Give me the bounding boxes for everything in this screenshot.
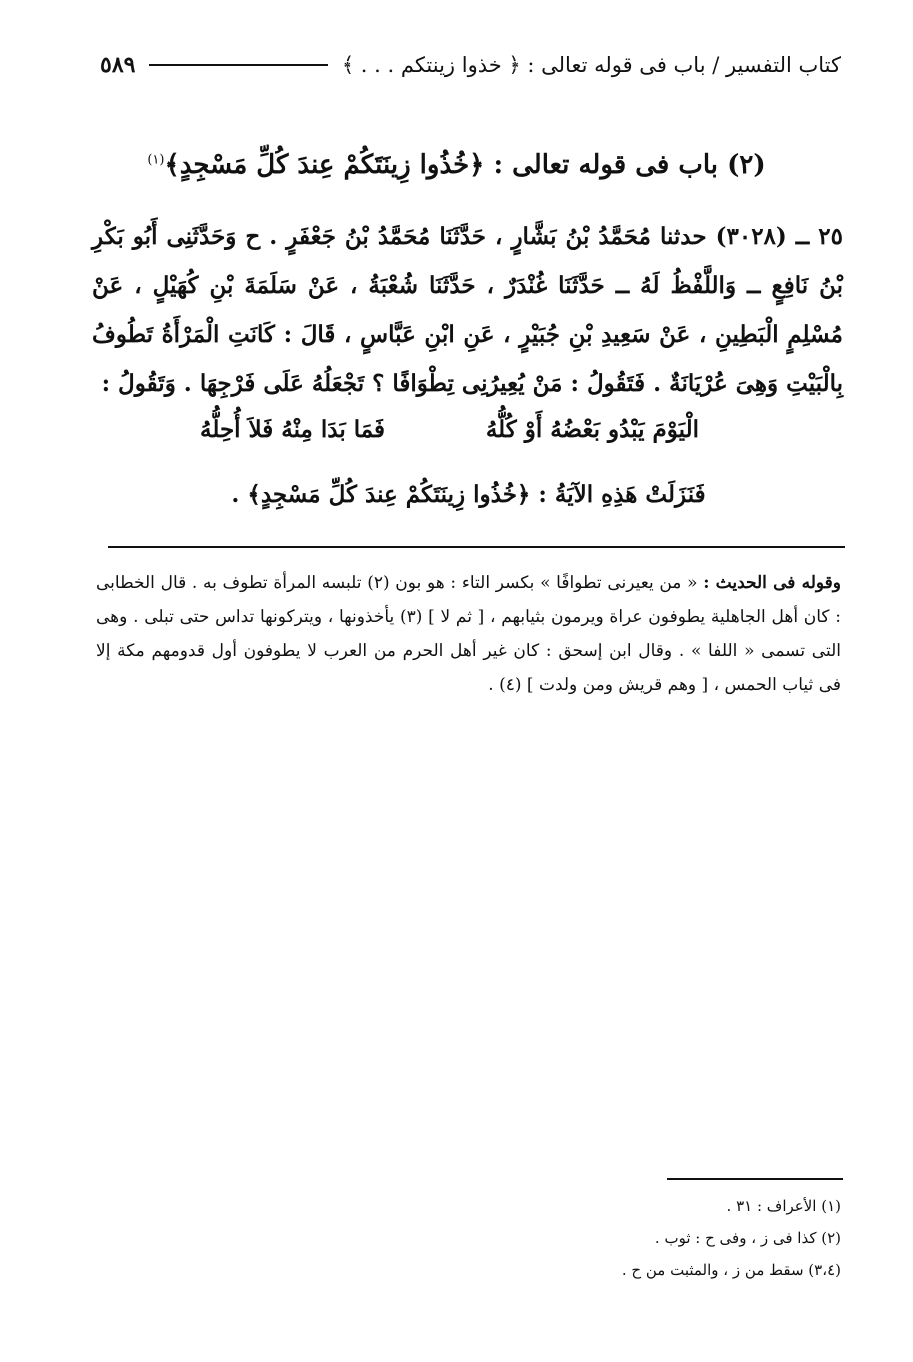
footnote-1: (١) الأعراف : ٣١ . xyxy=(726,1197,841,1215)
footnote-2: (٢) كذا فى ز ، وفى ح : ثوب . xyxy=(654,1229,841,1247)
running-title: كتاب التفسير / باب فى قوله تعالى : ﴿ خذوا زينتكم . . . ﴾ xyxy=(341,53,841,77)
chapter-heading xyxy=(100,150,813,180)
footnote-3-4: (٣،٤) سقط من ز ، والمثبت من ح . xyxy=(621,1261,841,1279)
commentary-lead: وقوله فى الحديث : xyxy=(703,573,841,593)
hadith-text: ٢٥ ــ (٣٠٢٨) حدثنا مُحَمَّدُ بْنُ بَشَّارٍ ، حَدَّثَنَا مُحَمَّدُ بْنُ جَعْفَرٍ . ح وَحَدَّثَنِى أَبُو بَكْرِ بْنُ نَافِعٍ ــ وَاللَّفْظُ لَهُ ــ حَدَّثَنَا غُنْدَرٌ ، حَدَّثَنَا شُعْبَةُ ، عَنْ سَلَمَةَ بْنِ كُهَيْلٍ ، عَنْ مُسْلِمٍ الْبَطِينِ ، عَنْ سَعِيدِ بْنِ جُبَيْرٍ ، عَنِ ابْنِ عَبَّاسٍ ، قَالَ : كَانَتِ الْمَرْأَةُ تَطُوفُ بِالْبَيْتِ وَهِىَ عُرْيَانَةٌ . فَتَقُولُ : مَنْ يُعِيرُنِى تِطْوَافًا ؟ تَجْعَلُهُ عَلَى فَرْجِهَا . وَتَقُولُ : xyxy=(92,223,843,397)
footnotes xyxy=(300,1190,841,1286)
commentary-text: « من يعيرنى تطوافًا » بكسر التاء : هو بون (٢) تلبسه المرأة تطوف به . قال الخطابى : كان أهل الجاهلية يطوفون عراة ويرمون بثيابهم ، [ ثم لا ] (٣) يأخذونها ، ويتركونها تداس حتى تبلى . وهى التى تسمى « اللفا » . وقال ابن إسحق : كان غير أهل الحرم من العرب لا يطوفون أول قدومهم مكة إلا فى ثياب الحمس ، [ وهم قريش ومن ولدت ] (٤) . xyxy=(96,573,841,695)
header-rule xyxy=(149,64,327,66)
revelation-line: فَنَزَلَتْ هَذِهِ الآيَةُ : ﴿خُذُوا زِينَتَكُمْ عِندَ كُلِّ مَسْجِدٍ﴾ . xyxy=(231,481,706,508)
poetry-verse xyxy=(200,408,699,458)
running-header xyxy=(100,48,841,82)
chapter-note-marker: (١) xyxy=(147,152,165,168)
chapter-heading-text: (٢) باب فى قوله تعالى : ﴿خُذُوا زِينَتَكُمْ عِندَ كُلِّ مَسْجِدٍ﴾ xyxy=(164,150,766,180)
footnote-divider xyxy=(667,1178,843,1180)
verse-hemistich-first: الْيَوْمَ يَبْدُو بَعْضُهُ أَوْ كُلُّهُ xyxy=(485,416,699,443)
verse-hemistich-second: فَمَا بَدَا مِنْهُ فَلاَ أُحِلُّهُ xyxy=(200,416,386,443)
commentary-divider xyxy=(108,546,845,548)
page-number: ٥٨٩ xyxy=(100,52,136,78)
commentary-paragraph xyxy=(96,566,841,702)
